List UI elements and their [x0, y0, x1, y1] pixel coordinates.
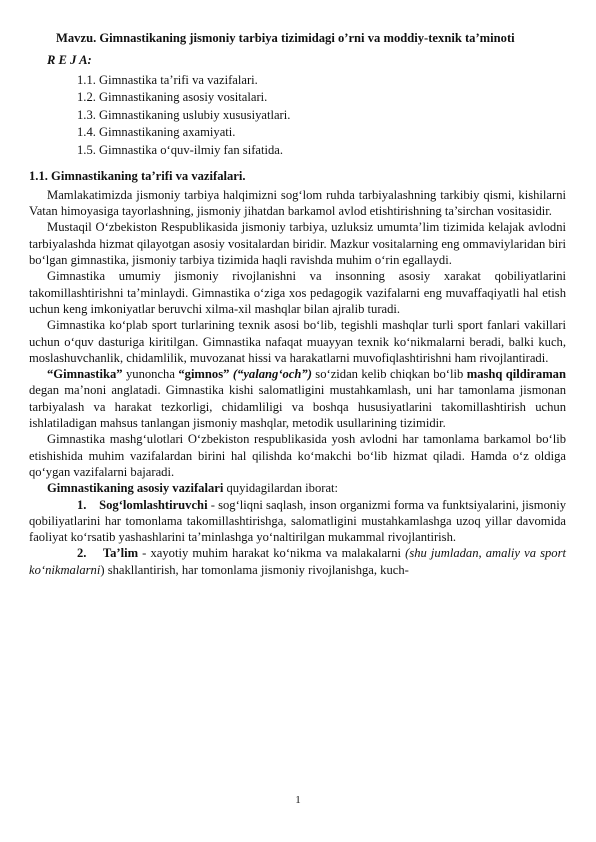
item-term: Ta’lim — [102, 546, 139, 561]
term-gimnos: “gimnos” — [178, 367, 230, 382]
item-number: 2. — [77, 546, 87, 561]
plan-item: 1.3. Gimnastikaning uslubiy xususiyatlari. — [77, 107, 291, 122]
paragraph: Mamlakatimizda jismoniy tarbiya halqimizni sog‘lom ruhda tarbiyalashning tarkibiy qismi, kishilarni Vatan himoyasiga tayorlashning, jismoniy jihatdan barkamol avlod etishtirishning ta’sirchan vositasidir. — [29, 187, 566, 219]
plan-item: 1.1. Gimnastika ta’rifi va vazifalari. — [77, 72, 258, 87]
paragraph: Gimnastika umumiy jismoniy rivojlanishni va insonning asosiy xarakat qobiliyatlarini takomillashtirishni ta’minlaydi. Gimnastika o‘ziga xos pedagogik vazifalarni eng muvaffaqiyatli hal etish uchun keng imkoniyatlar beruvchi xilma-xil mashqlar bilan ajralib turadi. — [29, 269, 566, 316]
plan-list — [29, 72, 566, 160]
text: yunoncha — [122, 367, 179, 382]
item-term: Sog‘lomlashtiruvchi — [99, 497, 208, 512]
plan-item: 1.4. Gimnastikaning axamiyati. — [77, 125, 236, 140]
plan-item: 1.5. Gimnastika o‘quv-ilmiy fan sifatida. — [77, 142, 284, 157]
paragraph — [29, 480, 566, 496]
list-item — [29, 545, 566, 578]
term-translation: (“yalang‘och”) — [232, 367, 312, 382]
text: ) shakllantirish, har tomonlama jismoniy rivojlanishga, kuch- — [100, 562, 409, 577]
document-title: Mavzu. Gimnastikaning jismoniy tarbiya tizimidagi o’rni va moddiy-texnik ta’minoti — [56, 31, 515, 45]
paragraph: Gimnastika mashg‘ulotlari O‘zbekiston respublikasida yosh avlodni har tamonlama barkamol bo‘lib etishishida muhim vazifalardan birini hal qilishda ko‘makchi bo‘lib hizmat qiladi. Hamda o‘z oldiga qo‘ygan vazifalarni bajaradi. — [29, 432, 566, 479]
text: quyidagilardan iborat: — [223, 481, 339, 496]
italic-text: (shu jumladan, amaliy va sport ko‘nikmalarni — [29, 546, 566, 577]
paragraph — [29, 366, 566, 431]
text: - xayotiy muhim harakat ko‘nikma va malakalarni — [138, 546, 406, 561]
section-heading: 1.1. Gimnastikaning ta’rifi va vazifalari. — [29, 168, 246, 183]
document-page — [29, 30, 566, 578]
plan-item: 1.2. Gimnastikaning asosiy vositalari. — [77, 90, 268, 105]
text: so‘zidan kelib chiqkan bo‘lib — [311, 367, 467, 382]
term-meaning: mashq qildiraman — [466, 367, 566, 382]
paragraph: Gimnastika ko‘plab sport turlarining texnik asosi bo‘lib, tegishli mashqlar turli sport fanlari vakillari uchun o‘quv dasturiga kiritilgan. Gimnastika nafaqat muayyan texnik ko‘nikmalarni beradi, balki kuch, moslashuvchanlik, chidamlilik, muvozanat hissi va harakatlarni muvofiqlashtirishni ham rivojlantiradi. — [29, 318, 566, 365]
text: - sog‘liqni saqlash, inson organizmi forma va funktsiyalarini, jismoniy qobiliyatlarini har tomonlama takomillashtirishga, salomatligini mustahkamlashga uzoq yillar davomida faoliyat ko‘rsatib yashashlarini ta’minlashga yo‘naltirilgan mukammal rivojlantirish. — [29, 497, 566, 545]
paragraph: Mustaqil O‘zbekiston Respublikasida jismoniy tarbiya, uzluksiz umumta’lim tizimida kelajak avlodni tarbiyalashda hizmat qilayotgan asosiy vositalardan biridir. Mazkur vositalarning eng ommaviylaridan biri bo‘lgan gimnastika, jismoniy tarbiya tizimida haqli ravishda muhim o‘rin egallaydi. — [29, 220, 566, 268]
item-number: 1. — [77, 497, 87, 512]
tasks-heading: Gimnastikaning asosiy vazifalari — [47, 481, 224, 496]
term-gimnastika: “Gimnastika” — [47, 367, 123, 382]
list-item — [29, 497, 566, 546]
text: degan ma’noni anglatadi. Gimnastika kishi salomatligini mustahkamlash, uni har tamonlama jismonan tarbiyalash va harakat tezkorligi, chidamliligi va boshqa hususiyatlarini takomillashtirish uchun ishlatiladigan mahsus tanlangan jismoniy mashqlar, metodik usullarining tizimidir. — [29, 383, 566, 431]
page-number: 1 — [295, 794, 301, 806]
plan-label: R E J A: — [47, 53, 92, 68]
